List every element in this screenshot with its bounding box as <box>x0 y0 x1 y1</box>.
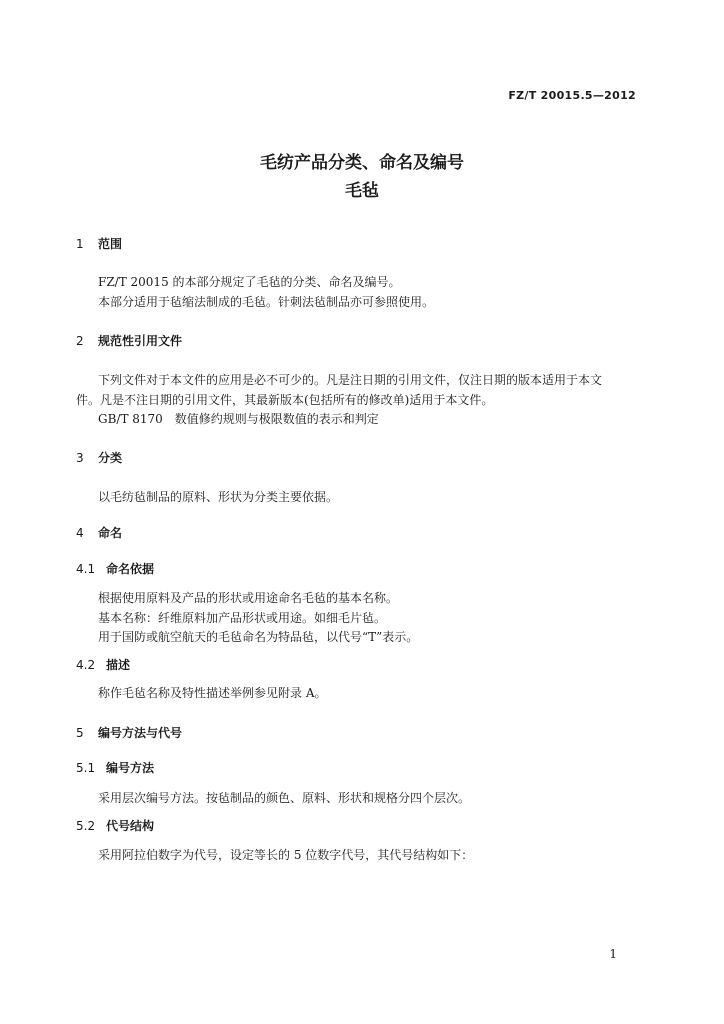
page-number: 1 <box>609 947 617 961</box>
section-title: 代号结构 <box>106 819 155 833</box>
paragraph: 以毛纺毡制品的原料、形状为分类主要依据。 <box>98 490 339 504</box>
paragraph: FZ/T 20015 的本部分规定了毛毡的分类、命名及编号。 <box>98 275 401 289</box>
section-number: 4 <box>76 526 84 540</box>
section-number: 3 <box>76 451 84 465</box>
section-number: 4.1 <box>76 562 96 576</box>
paragraph: 基本名称：纤维原料加产品形状或用途。如细毛片毡。 <box>98 611 387 625</box>
paragraph: 称作毛毡名称及特性描述举例参见附录 A。 <box>98 686 327 700</box>
section-title: 编号方法 <box>106 761 155 775</box>
paragraph: 采用层次编号方法。按毡制品的颜色、原料、形状和规格分四个层次。 <box>98 791 471 805</box>
section-title: 编号方法与代号 <box>98 726 183 740</box>
subsection-5-2-heading <box>76 817 154 834</box>
section-4-heading <box>76 524 122 541</box>
section-1-heading <box>76 235 122 252</box>
paragraph-continuation: 件。凡是不注日期的引用文件，其最新版本(包括所有的修改单)适用于本文件。 <box>76 393 494 407</box>
section-title: 范围 <box>98 237 123 251</box>
section-title: 描述 <box>106 658 131 672</box>
section-number: 1 <box>76 237 84 251</box>
document-title: 毛纺产品分类、命名及编号 <box>260 153 464 173</box>
normative-reference: GB/T 8170 数值修约规则与极限数值的表示和判定 <box>98 412 379 426</box>
paragraph: 采用阿拉伯数字为代号，设定等长的 5 位数字代号，其代号结构如下： <box>98 848 474 862</box>
section-number: 5 <box>76 726 84 740</box>
subsection-5-1-heading <box>76 759 154 776</box>
section-title: 命名 <box>98 526 123 540</box>
section-title: 命名依据 <box>106 562 155 576</box>
standard-code: FZ/T 20015.5—2012 <box>508 89 636 102</box>
section-number: 5.1 <box>76 761 96 775</box>
paragraph: 根据使用原料及产品的形状或用途命名毛毡的基本名称。 <box>98 591 399 605</box>
section-title: 规范性引用文件 <box>98 334 183 348</box>
section-2-heading <box>76 332 182 349</box>
section-3-heading <box>76 449 122 466</box>
section-number: 5.2 <box>76 819 96 833</box>
section-title: 分类 <box>98 451 123 465</box>
subsection-4-2-heading <box>76 656 130 673</box>
paragraph: 本部分适用于毡缩法制成的毛毡。针刺法毡制品亦可参照使用。 <box>98 295 435 309</box>
subsection-4-1-heading <box>76 560 154 577</box>
section-number: 2 <box>76 334 84 348</box>
document-subtitle: 毛毡 <box>345 181 379 201</box>
paragraph: 下列文件对于本文件的应用是必不可少的。凡是注日期的引用文件，仅注日期的版本适用于本文 <box>98 373 603 387</box>
section-5-heading <box>76 724 182 741</box>
paragraph: 用于国防或航空航天的毛毡命名为特品毡，以代号“T”表示。 <box>98 630 419 644</box>
section-number: 4.2 <box>76 658 96 672</box>
